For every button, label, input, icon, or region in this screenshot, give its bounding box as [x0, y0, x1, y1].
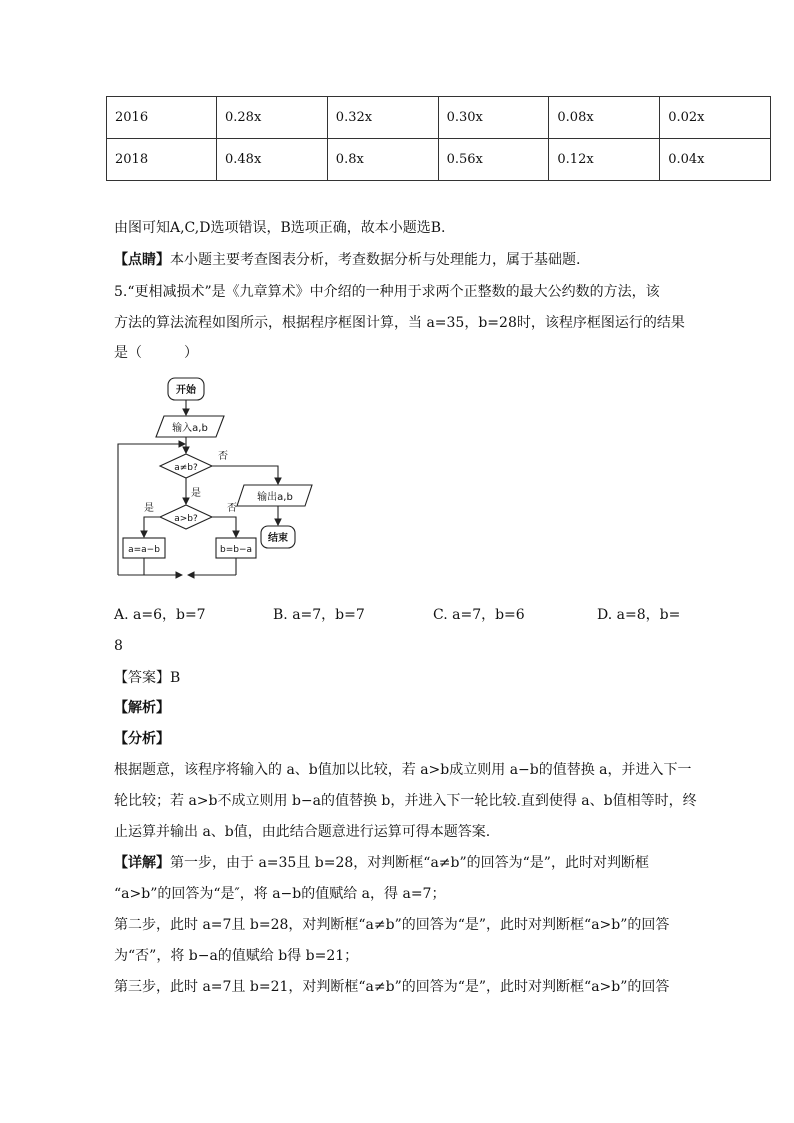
input-label: 输入a,b — [172, 423, 208, 434]
detail-tag: 【详解】 — [114, 855, 170, 871]
end-label: 结束 — [268, 533, 288, 544]
yes-label-1: 是 — [191, 488, 201, 499]
process-a-label: a=a−b — [128, 545, 160, 555]
fenxi-heading: 【分析】 — [114, 731, 170, 747]
question-5-line-2: 方法的算法流程如图所示，根据程序框图计算，当 a=35，b=28时，该程序框图运行的结果 — [114, 315, 685, 331]
no-label-1: 否 — [218, 451, 228, 462]
table-cell-year: 2018 — [107, 139, 217, 181]
data-table — [106, 96, 771, 181]
table-cell: 0.32x — [327, 97, 438, 139]
yes-label-2: 是 — [144, 503, 154, 514]
comment-text: 本小题主要考查图表分析，考查数据分析与处理能力，属于基础题. — [170, 252, 581, 268]
output-label: 输出a,b — [257, 492, 293, 503]
table-cell: 0.56x — [438, 139, 549, 181]
start-label: 开始 — [176, 385, 196, 396]
table-cell-year: 2016 — [107, 97, 217, 139]
no-label-2: 否 — [227, 503, 237, 514]
option-b: B. a=7，b=7 — [273, 607, 365, 623]
table-row — [107, 97, 771, 139]
condition-gt-label: a>b? — [174, 514, 198, 524]
comment-line — [114, 250, 580, 270]
detail-line-3: 第二步，此时 a=7且 b=28，对判断框“a≠b”的回答为“是”，此时对判断框“a>b”的回答 — [114, 917, 670, 933]
detail-line-2: “a>b”的回答为“是″，将 a−b的值赋给 a，得 a=7； — [114, 886, 446, 902]
table-cell: 0.12x — [549, 139, 660, 181]
table-cell: 0.30x — [438, 97, 549, 139]
comment-tag: 【点睛】 — [114, 252, 170, 268]
table-cell: 0.28x — [217, 97, 328, 139]
question-5-line-1: 5.“更相减损术”是《九章算术》中介绍的一种用于求两个正整数的最大公约数的方法，该 — [114, 284, 660, 300]
analysis-line-1: 根据题意，该程序将输入的 a、b值加以比较，若 a>b成立则用 a−b的值替换 a，并进入下一 — [114, 762, 692, 778]
answer-line: 【答案】B — [114, 670, 181, 686]
jiexi-heading: 【解析】 — [114, 700, 170, 716]
detail-line-4: 为“否”，将 b−a的值赋给 b得 b=21； — [114, 948, 359, 964]
option-d: D. a=8，b= — [597, 607, 681, 623]
option-d-wrap: 8 — [114, 638, 123, 654]
conclusion-text: 由图可知A,C,D选项错误，B选项正确，故本小题选B. — [114, 220, 446, 236]
table-cell: 0.48x — [217, 139, 328, 181]
detail-text-1: 第一步，由于 a=35且 b=28，对判断框“a≠b”的回答为“是”，此时对判断框 — [170, 855, 649, 871]
flowchart — [112, 370, 322, 592]
analysis-line-2: 轮比较；若 a>b不成立则用 b−a的值替换 b，并进入下一轮比较.直到使得 a、b值相等时，终 — [114, 793, 697, 809]
detail-line-5: 第三步，此时 a=7且 b=21，对判断框“a≠b”的回答为“是”，此时对判断框“a>b”的回答 — [114, 979, 670, 995]
table-row — [107, 139, 771, 181]
option-c: C. a=7，b=6 — [433, 607, 525, 623]
detail-line-1 — [114, 853, 649, 873]
condition-neq-label: a≠b? — [174, 463, 198, 473]
table-cell: 0.04x — [660, 139, 771, 181]
analysis-line-3: 止运算并输出 a、b值，由此结合题意进行运算可得本题答案. — [114, 824, 491, 840]
question-5-line-3: 是（ ） — [114, 345, 198, 361]
process-b-label: b=b−a — [219, 545, 253, 555]
table-cell: 0.02x — [660, 97, 771, 139]
option-a: A. a=6，b=7 — [114, 607, 206, 623]
table-cell: 0.8x — [327, 139, 438, 181]
table-cell: 0.08x — [549, 97, 660, 139]
